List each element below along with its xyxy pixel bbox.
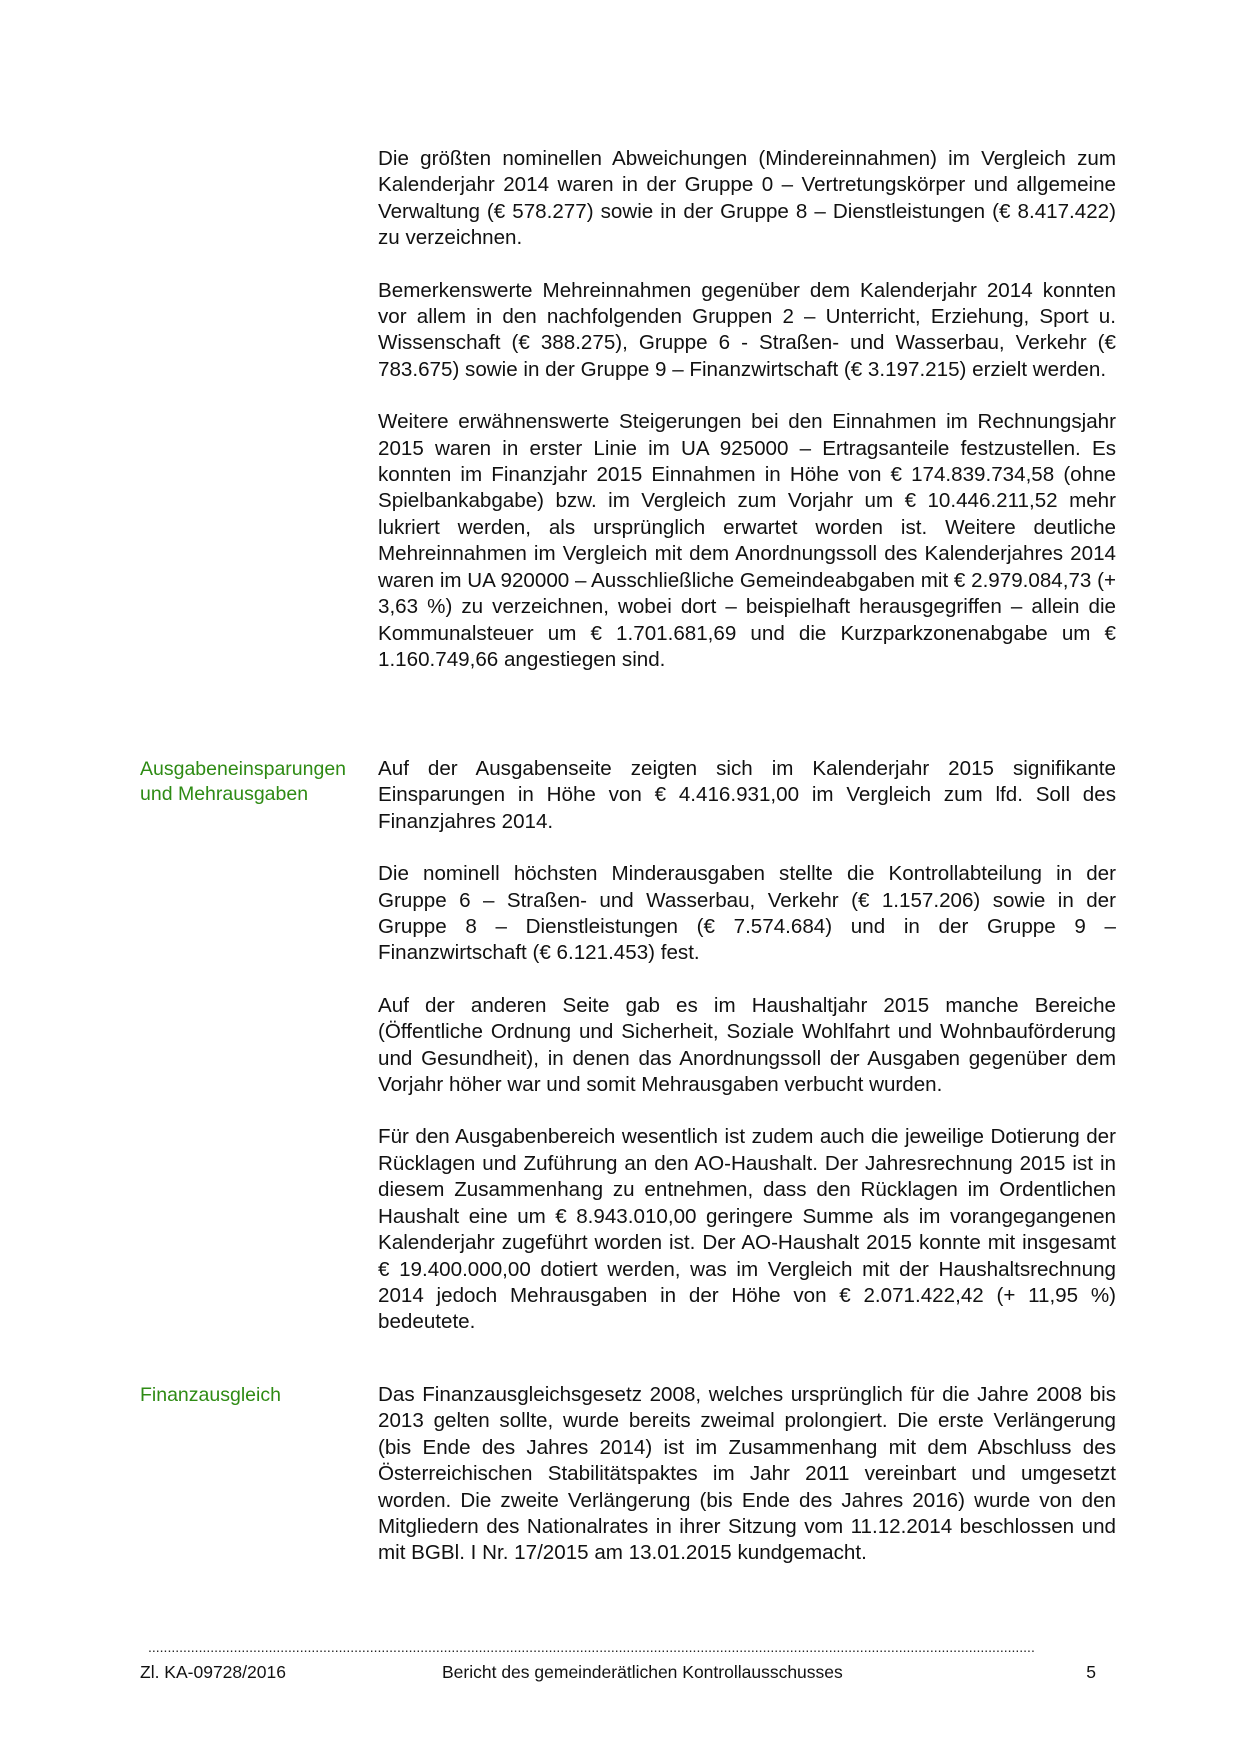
paragraph: Bemerkenswerte Mehreinnahmen gegenüber dem Kalenderjahr 2014 konnten vor allem in den nachfolgenden Gruppen 2 – Unterricht, Erziehung, Sport u. Wissenschaft (€ 388.275), Gruppe 6 - Straßen- und Wasserbau, Verkehr (€ 783.675) sowie in der Gruppe 9 – Finanzwirtschaft (€ 3.197.215) erzielt werden. (378, 278, 1116, 381)
paragraph: Auf der Ausgabenseite zeigten sich im Kalenderjahr 2015 signifikante Einsparungen in Höhe von € 4.416.931,00 im Vergleich zum lfd. Soll des Finanzjahres 2014. (378, 757, 1116, 833)
paragraph: Das Finanzausgleichsgesetz 2008, welches ursprünglich für die Jahre 2008 bis 2013 gelten sollte, wurde bereits zweimal prolongiert. Die erste Verlängerung (bis Ende des Jahres 2014) ist im Zusammenhang mit dem Abschluss des Österreichischen Stabilitätspaktes im Jahr 2011 vereinbart und umgesetzt worden. Die zweite Verlängerung (bis Ende des Jahres 2016) wurde von den Mitgliedern des Nationalrates in ihrer Sitzung vom 11.12.2014 beschlossen und mit BGBl. I Nr. 17/2015 am 13.01.2015 kundgemacht. (378, 1383, 1116, 1565)
margin-heading-line: und Mehrausgaben (140, 783, 309, 805)
footer-dotted-rule: .................................................................................................................................................................................................................................... (148, 1640, 1035, 1654)
body-column (378, 1382, 1116, 1593)
margin-heading-ausgaben (140, 757, 365, 807)
footer-page-number: 5 (1086, 1662, 1096, 1682)
footer-doc-number: Zl. KA-09728/2016 (140, 1662, 286, 1682)
paragraph: Die nominell höchsten Minderausgaben stellte die Kontrollabteilung in der Gruppe 6 – Straßen- und Wasserbau, Verkehr (€ 1.157.206) sowie in der Gruppe 8 – Dienstleistungen (€ 7.574.684) und in der Gruppe 9 – Finanzwirtschaft (€ 6.121.453) fest. (378, 862, 1116, 965)
paragraph: Weitere erwähnenswerte Steigerungen bei den Einnahmen im Rechnungsjahr 2015 waren in erster Linie im UA 925000 – Ertragsanteile festzustellen. Es konnten im Finanzjahr 2015 Einnahmen in Höhe von € 174.839.734,58 (ohne Spielbankabgabe) bzw. im Vergleich zum Vorjahr um € 10.446.211,52 mehr lukriert werden, als ursprünglich erwartet worden ist. Weitere deutliche Mehreinnahmen im Vergleich mit dem Anordnungssoll des Kalenderjahres 2014 waren im UA 920000 – Ausschließliche Gemeindeabgaben mit € 2.979.084,73 (+ 3,63 %) zu verzeichnen, wobei dort – beispielhaft herausgegriffen – allein die Kommunalsteuer um € 1.701.681,69 und die Kurzparkzonenabgabe um € 1.160.749,66 angestiegen sind. (378, 410, 1116, 671)
paragraph: Auf der anderen Seite gab es im Haushaltjahr 2015 manche Bereiche (Öffentliche Ordnung und Sicherheit, Soziale Wohlfahrt und Wohnbauförderung und Gesundheit), in denen das Anordnungssoll der Ausgaben gegenüber dem Vorjahr höher war und somit Mehrausgaben verbucht wurden. (378, 993, 1116, 1097)
paragraph: Die größten nominellen Abweichungen (Mindereinnahmen) im Vergleich zum Kalenderjahr 2014 waren in der Gruppe 0 – Vertretungskörper und allgemeine Verwaltung (€ 578.277) sowie in der Gruppe 8 – Dienstleistungen (€ 8.417.422) zu verzeichnen. (378, 147, 1116, 250)
paragraph: Für den Ausgabenbereich wesentlich ist zudem auch die jeweilige Dotierung der Rücklagen und Zuführung an den AO-Haushalt. Der Jahresrechnung 2015 ist in diesem Zusammenhang zu entnehmen, dass den Rücklagen im Ordentlichen Haushalt eine um € 8.943.010,00 geringere Summe als im vorangegangenen Kalenderjahr zugeführt worden ist. Der AO-Haushalt 2015 konnte mit insgesamt € 19.400.000,00 dotiert werden, was im Vergleich mit der Haushaltsrechnung 2014 jedoch Mehrausgaben in der Höhe von € 2.071.422,42 (+ 11,95 %) bedeutete. (378, 1125, 1116, 1334)
body-column (378, 146, 1116, 699)
margin-heading-finanzausgleich (140, 1383, 365, 1408)
margin-heading-line: Ausgabeneinsparungen (140, 758, 347, 780)
margin-heading-line: Finanzausgleich (140, 1384, 281, 1406)
footer-report-title: Bericht des gemeinderätlichen Kontrollausschusses (442, 1662, 843, 1682)
page-footer (140, 1660, 1096, 1684)
body-column (378, 756, 1116, 1362)
